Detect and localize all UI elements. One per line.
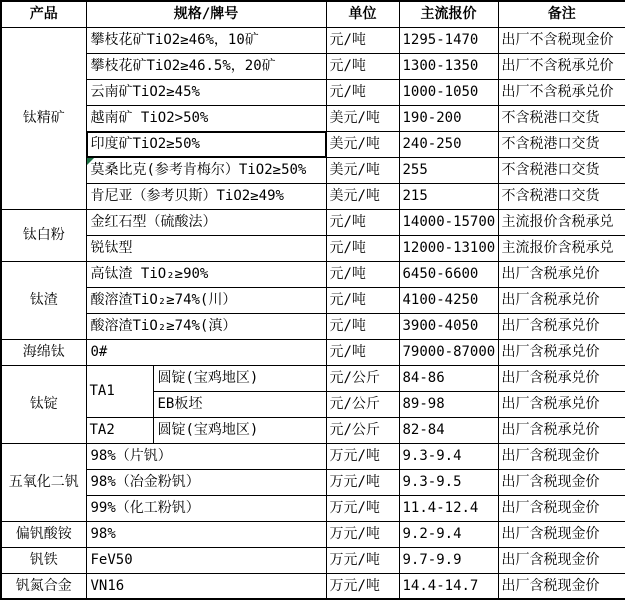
table-row [1,313,625,339]
spec-cell[interactable]: 0# [86,339,326,365]
product-cell[interactable]: 海绵钛 [1,339,86,365]
spec-cell[interactable]: 肯尼亚（参考贝斯）TiO2≥49% [86,183,326,209]
unit-cell[interactable]: 元/吨 [326,261,399,287]
table-row [1,469,625,495]
product-cell[interactable]: 偏钒酸铵 [1,521,86,547]
header-unit[interactable]: 单位 [326,1,399,27]
grade-cell[interactable]: TA1 [86,365,153,417]
note-cell[interactable]: 不含税港口交货 [498,131,625,157]
table-row [1,53,625,79]
unit-cell[interactable]: 元/吨 [326,53,399,79]
note-cell[interactable]: 出厂含税现金价 [498,469,625,495]
price-cell[interactable]: 9.3-9.5 [399,469,498,495]
note-cell[interactable]: 不含税港口交货 [498,183,625,209]
spec-cell[interactable]: 酸溶渣TiO₂≥74%(滇） [86,313,326,339]
note-cell[interactable]: 出厂含税现金价 [498,495,625,521]
price-cell[interactable]: 6450-6600 [399,261,498,287]
unit-cell[interactable]: 美元/吨 [326,105,399,131]
table-row [1,443,625,469]
table-row [1,79,625,105]
product-cell[interactable]: 钛渣 [1,261,86,339]
price-cell[interactable]: 1300-1350 [399,53,498,79]
spec-cell[interactable]: 98%（片钒） [86,443,326,469]
header-row [1,1,625,27]
product-cell[interactable]: 钒铁 [1,547,86,573]
unit-cell[interactable]: 美元/吨 [326,183,399,209]
unit-cell[interactable]: 万元/吨 [326,443,399,469]
table-row [1,157,625,183]
unit-cell[interactable]: 元/公斤 [326,417,399,443]
table-row [1,417,625,443]
spec-cell[interactable]: 圆锭(宝鸡地区) [153,365,326,391]
spec-cell[interactable]: 圆锭(宝鸡地区) [153,417,326,443]
note-cell[interactable]: 出厂含税现金价 [498,521,625,547]
note-cell[interactable]: 不含税港口交货 [498,157,625,183]
unit-cell[interactable]: 万元/吨 [326,573,399,599]
unit-cell[interactable]: 万元/吨 [326,521,399,547]
grade-cell[interactable]: TA2 [86,417,153,443]
spec-cell[interactable]: 攀枝花矿TiO2≥46%，10矿 [86,27,326,53]
note-cell[interactable]: 出厂含税承兑价 [498,391,625,417]
header-spec[interactable]: 规格/牌号 [86,1,326,27]
table-row [1,105,625,131]
header-price[interactable]: 主流报价 [399,1,498,27]
unit-cell[interactable]: 万元/吨 [326,547,399,573]
product-cell[interactable]: 钛锭 [1,365,86,443]
table-row [1,547,625,573]
price-cell[interactable]: 9.3-9.4 [399,443,498,469]
unit-cell[interactable]: 美元/吨 [326,131,399,157]
spec-cell[interactable]: 酸溶渣TiO₂≥74%(川） [86,287,326,313]
table-row [1,573,625,599]
unit-cell[interactable]: 元/公斤 [326,391,399,417]
price-cell[interactable]: 14000-15700 [399,209,498,235]
spec-cell[interactable]: 攀枝花矿TiO2≥46.5%，20矿 [86,53,326,79]
unit-cell[interactable]: 美元/吨 [326,157,399,183]
table-row [1,209,625,235]
note-cell[interactable]: 出厂不含税现金价 [498,27,625,53]
table-row [1,495,625,521]
unit-cell[interactable]: 元/吨 [326,27,399,53]
note-cell[interactable]: 主流报价含税承兑 [498,235,625,261]
unit-cell[interactable]: 元/公斤 [326,365,399,391]
product-cell[interactable]: 五氧化二钒 [1,443,86,521]
note-cell[interactable]: 不含税港口交货 [498,105,625,131]
price-cell[interactable]: 240-250 [399,131,498,157]
price-cell[interactable]: 14.4-14.7 [399,573,498,599]
unit-cell[interactable]: 元/吨 [326,235,399,261]
table-row [1,27,625,53]
note-cell[interactable]: 出厂不含税承兑价 [498,79,625,105]
note-cell[interactable]: 出厂含税承兑价 [498,417,625,443]
table-row [1,261,625,287]
spec-cell[interactable]: 98% [86,521,326,547]
table-row [1,183,625,209]
spec-cell[interactable]: 99%（化工粉钒） [86,495,326,521]
table-row [1,131,625,157]
table-row [1,365,625,391]
spec-cell[interactable]: 高钛渣 TiO₂≥90% [86,261,326,287]
note-cell[interactable]: 出厂含税现金价 [498,547,625,573]
header-product[interactable]: 产品 [1,1,86,27]
spec-cell[interactable]: 莫桑比克(参考肯梅尔）TiO2≥50% [86,157,326,183]
spec-cell[interactable]: 云南矿TiO2≥45% [86,79,326,105]
spec-cell[interactable]: FeV50 [86,547,326,573]
price-cell[interactable]: 1295-1470 [399,27,498,53]
table-row [1,235,625,261]
header-note[interactable]: 备注 [498,1,625,27]
price-cell[interactable]: 4100-4250 [399,287,498,313]
unit-cell[interactable]: 元/吨 [326,287,399,313]
spec-cell[interactable]: 金红石型（硫酸法） [86,209,326,235]
note-cell[interactable]: 出厂含税承兑价 [498,365,625,391]
price-table-body [1,27,625,599]
unit-cell[interactable]: 元/吨 [326,339,399,365]
spec-cell[interactable]: 越南矿 TiO2>50% [86,105,326,131]
price-cell[interactable]: 3900-4050 [399,313,498,339]
note-cell[interactable]: 出厂不含税承兑价 [498,53,625,79]
note-cell[interactable]: 主流报价含税承兑 [498,209,625,235]
price-cell[interactable]: 255 [399,157,498,183]
product-cell[interactable]: 钒氮合金 [1,573,86,599]
spec-cell[interactable]: VN16 [86,573,326,599]
table-row [1,521,625,547]
unit-cell[interactable]: 万元/吨 [326,495,399,521]
unit-cell[interactable]: 元/吨 [326,313,399,339]
price-cell[interactable]: 9.2-9.4 [399,521,498,547]
note-cell[interactable]: 出厂含税承兑价 [498,287,625,313]
note-cell[interactable]: 出厂含税承兑价 [498,313,625,339]
note-cell[interactable]: 出厂含税承兑价 [498,261,625,287]
table-row [1,287,625,313]
price-cell[interactable]: 190-200 [399,105,498,131]
product-cell[interactable]: 钛精矿 [1,27,86,209]
note-cell[interactable]: 出厂含税现金价 [498,443,625,469]
price-cell[interactable]: 12000-13100 [399,235,498,261]
price-cell[interactable]: 79000-87000 [399,339,498,365]
spec-cell[interactable]: 印度矿TiO2≥50% [86,131,326,157]
product-cell[interactable]: 钛白粉 [1,209,86,261]
spec-cell[interactable]: 锐钛型 [86,235,326,261]
price-cell[interactable]: 89-98 [399,391,498,417]
price-cell[interactable]: 82-84 [399,417,498,443]
price-cell[interactable]: 1000-1050 [399,79,498,105]
price-cell[interactable]: 11.4-12.4 [399,495,498,521]
spec-cell[interactable]: EB板坯 [153,391,326,417]
note-cell[interactable]: 出厂含税现金价 [498,573,625,599]
unit-cell[interactable]: 万元/吨 [326,469,399,495]
note-cell[interactable]: 出厂含税承兑价 [498,339,625,365]
unit-cell[interactable]: 元/吨 [326,209,399,235]
table-row [1,339,625,365]
cell-flag-icon [87,158,94,165]
price-cell[interactable]: 9.7-9.9 [399,547,498,573]
price-cell[interactable]: 215 [399,183,498,209]
price-cell[interactable]: 84-86 [399,365,498,391]
spec-cell[interactable]: 98%（冶金粉钒） [86,469,326,495]
unit-cell[interactable]: 元/吨 [326,79,399,105]
